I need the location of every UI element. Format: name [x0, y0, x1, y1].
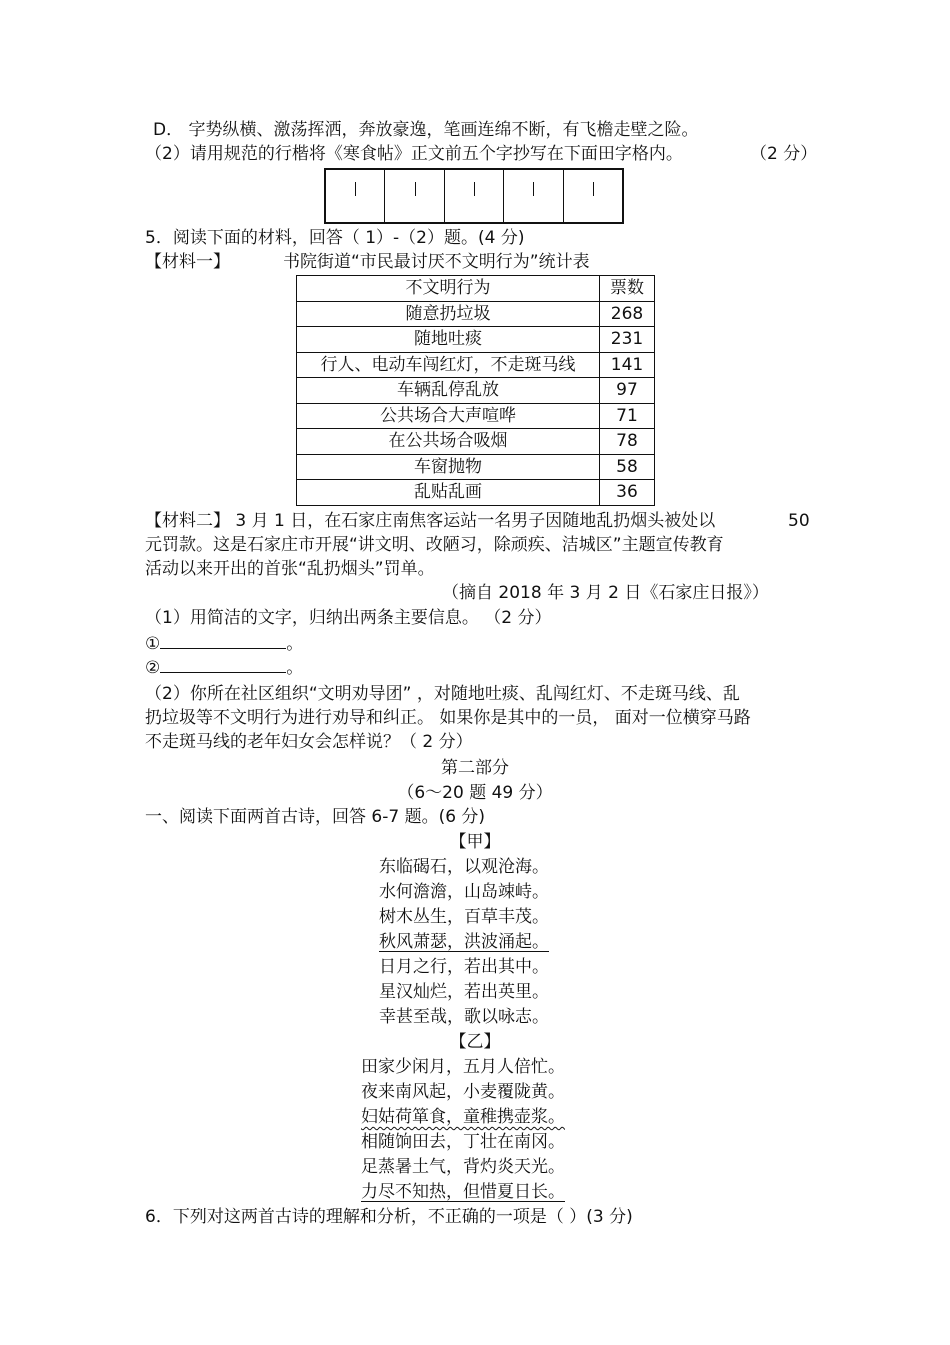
q5-sub2-line2: 扔垃圾等不文明行为进行劝导和纠正。 如果你是其中的一员， 面对一位横穿马路 — [145, 708, 751, 728]
material2-line2: 元罚款。这是石家庄市开展“讲文明、改陋习，除顽疾、洁城区”主题宣传教育 — [145, 535, 724, 555]
grid-cell[interactable] — [385, 170, 444, 222]
period: 。 — [286, 658, 304, 678]
table-row — [297, 352, 655, 378]
poem-a-label: 【甲】 — [449, 832, 501, 852]
poem-b-line: 相随饷田去，丁壮在南冈。 — [361, 1132, 565, 1152]
material1-label: 【材料一】 — [145, 252, 230, 272]
q5-stem: 5．阅读下面的材料，回答（ 1）-（2）题。(4 分) — [145, 228, 525, 248]
tianzige-grid[interactable] — [324, 168, 624, 224]
table-row — [297, 454, 655, 480]
votes-cell: 36 — [600, 480, 655, 506]
q6-stem: 6．下列对这两首古诗的理解和分析，不正确的一项是（ ）(3 分) — [145, 1207, 633, 1227]
q5-sub1: （1）用简洁的文字，归纳出两条主要信息。 （2 分） — [145, 608, 552, 628]
q4-sub2: （2）请用规范的行楷将《寒食帖》正文前五个字抄写在下面田字格内。 — [145, 144, 683, 164]
poem-b-line-wavy-underlined: 妇姑荷箪食，童稚携壶浆。 — [361, 1107, 565, 1127]
material2-line1: 【材料二】 3 月 1 日，在石家庄南焦客运站一名男子因随地乱扔烟头被处以 — [145, 511, 716, 531]
behavior-cell: 公共场合大声喧哗 — [297, 403, 600, 429]
poem-a-line-underlined: 秋风萧瑟，洪波涌起。 — [379, 932, 549, 952]
column-header: 不文明行为 — [297, 276, 600, 302]
grid-cell[interactable] — [445, 170, 504, 222]
q5-sub2-line3: 不走斑马线的老年妇女会怎样说？（ 2 分） — [145, 732, 473, 752]
behavior-cell: 在公共场合吸烟 — [297, 429, 600, 455]
behavior-cell: 乱贴乱画 — [297, 480, 600, 506]
grid-cell[interactable] — [326, 170, 385, 222]
behavior-cell: 行人、电动车闯红灯，不走斑马线 — [297, 352, 600, 378]
statistics-table — [296, 275, 655, 506]
votes-cell: 231 — [600, 327, 655, 353]
table-row — [297, 429, 655, 455]
poem-a-line: 东临碣石，以观沧海。 — [379, 857, 549, 877]
q4-sub2-score: （2 分） — [750, 144, 818, 164]
table-row — [297, 327, 655, 353]
behavior-cell: 随地吐痰 — [297, 327, 600, 353]
poem-a-line: 星汉灿烂，若出英里。 — [379, 982, 549, 1002]
poem-b-line-underlined: 力尽不知热，但惜夏日长。 — [361, 1182, 565, 1202]
part2-range: （6～20 题 49 分） — [397, 783, 553, 803]
answer-blank-2[interactable] — [160, 656, 286, 673]
poem-b-line: 夜来南风起，小麦覆陇黄。 — [361, 1082, 565, 1102]
column-header: 票数 — [600, 276, 655, 302]
answer-blank-1[interactable] — [160, 632, 286, 649]
table-header-row — [297, 276, 655, 302]
option-d: D． 字势纵横、激荡挥洒，奔放豪逸，笔画连绵不断，有飞檐走壁之险。 — [153, 120, 699, 140]
behavior-cell: 车辆乱停乱放 — [297, 378, 600, 404]
grid-cell[interactable] — [504, 170, 563, 222]
poem-a-line: 日月之行，若出其中。 — [379, 957, 549, 977]
votes-cell: 141 — [600, 352, 655, 378]
votes-cell: 71 — [600, 403, 655, 429]
votes-cell: 78 — [600, 429, 655, 455]
period: 。 — [286, 634, 304, 654]
behavior-cell: 随意扔垃圾 — [297, 301, 600, 327]
poem-a-line: 幸甚至哉，歌以咏志。 — [379, 1007, 549, 1027]
answer-line-1 — [145, 632, 303, 655]
table-row — [297, 403, 655, 429]
poem-b-line: 田家少闲月，五月人倍忙。 — [361, 1057, 565, 1077]
grid-cell[interactable] — [564, 170, 622, 222]
material1-title: 书院街道“市民最讨厌不文明行为”统计表 — [283, 252, 590, 272]
material2-fine: 50 — [788, 511, 810, 531]
table-row — [297, 378, 655, 404]
behavior-cell: 车窗抛物 — [297, 454, 600, 480]
poem-b-label: 【乙】 — [449, 1032, 501, 1052]
circle-two-mark: ② — [145, 658, 161, 678]
table-row — [297, 480, 655, 506]
poem-a-line: 树木丛生，百草丰茂。 — [379, 907, 549, 927]
poem-b-line: 足蒸暑土气，背灼炎天光。 — [361, 1157, 565, 1177]
answer-line-2 — [145, 656, 303, 679]
material2-line3: 活动以来开出的首张“乱扔烟头”罚单。 — [145, 559, 435, 579]
part2-title: 第二部分 — [441, 758, 509, 778]
section1-stem: 一、阅读下面两首古诗，回答 6-7 题。(6 分) — [145, 807, 486, 827]
votes-cell: 97 — [600, 378, 655, 404]
votes-cell: 268 — [600, 301, 655, 327]
poem-a-line: 水何澹澹，山岛竦峙。 — [379, 882, 549, 902]
votes-cell: 58 — [600, 454, 655, 480]
circle-one-mark: ① — [145, 634, 161, 654]
table-row — [297, 301, 655, 327]
material2-source: （摘自 2018 年 3 月 2 日《石家庄日报》） — [442, 583, 769, 603]
q5-sub2-line1: （2）你所在社区组织“文明劝导团” ，对随地吐痰、乱闯红灯、不走斑马线、乱 — [145, 684, 740, 704]
